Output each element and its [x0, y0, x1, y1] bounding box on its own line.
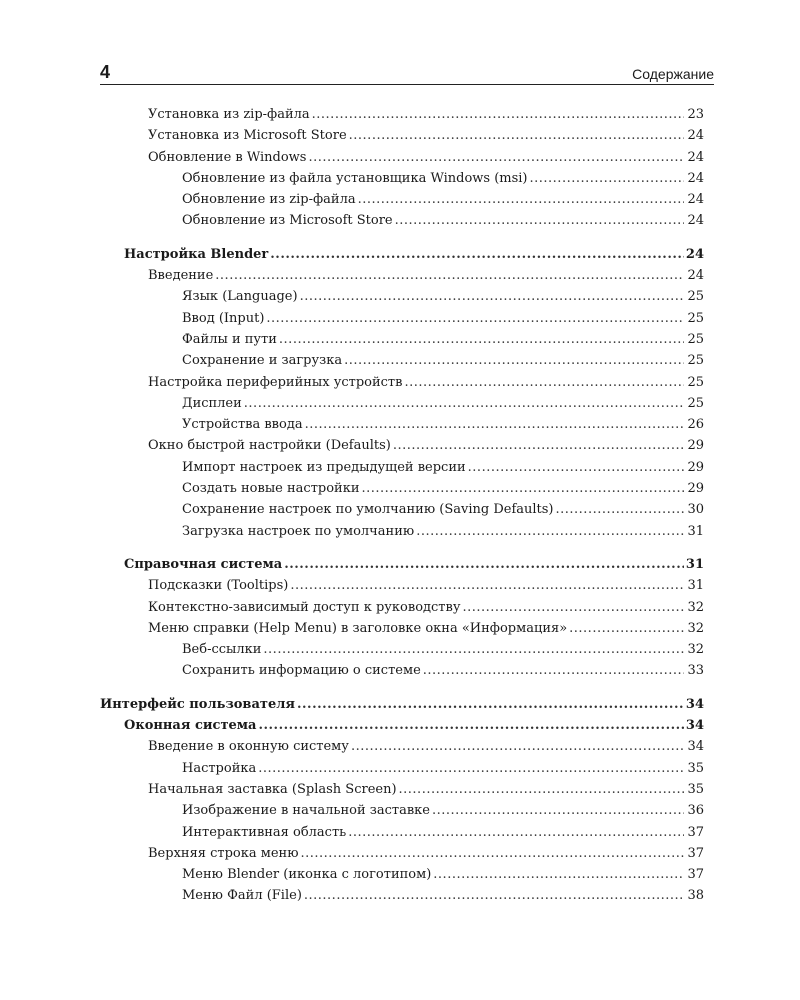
toc-entry-page: 24 — [687, 213, 704, 229]
toc-entry-page: 24 — [687, 192, 704, 208]
dot-leader — [351, 736, 684, 757]
toc-entry-page: 37 — [687, 867, 704, 883]
toc-entry-title: Оконная система — [124, 718, 257, 734]
toc-entry-title: Файлы и пути — [182, 331, 277, 347]
dot-leader — [416, 521, 684, 542]
toc-entry[interactable] — [100, 189, 704, 210]
dot-leader — [301, 843, 684, 864]
toc-entry[interactable] — [100, 147, 704, 168]
toc-entry-page: 29 — [687, 438, 704, 454]
toc-entry-title: Изображение в начальной заставке — [182, 803, 430, 819]
dot-leader — [404, 372, 684, 393]
toc-entry-title: Сохранение и загрузка — [182, 353, 343, 369]
toc-entry-title: Меню Blender (иконка с логотипом) — [182, 867, 432, 883]
toc-entry-title: Язык (Language) — [182, 289, 298, 305]
toc-entry[interactable] — [100, 499, 704, 520]
toc-entry[interactable] — [100, 168, 704, 189]
toc-entry[interactable] — [100, 244, 704, 265]
dot-leader — [569, 618, 684, 639]
toc-entry-title: Импорт настроек из предыдущей версии — [182, 459, 466, 475]
toc-entry-title: Обновление из Microsoft Store — [182, 213, 393, 229]
toc-entry[interactable] — [100, 125, 704, 146]
toc-entry-page: 36 — [687, 803, 704, 819]
dot-leader — [244, 393, 684, 414]
toc-entry-title: Настройка — [182, 760, 257, 776]
toc-entry[interactable] — [100, 329, 704, 350]
toc-entry-title: Создать новые настройки — [182, 481, 360, 497]
toc-entry-title: Сохранить информацию о системе — [182, 663, 421, 679]
toc-entry[interactable] — [100, 822, 704, 843]
dot-leader — [270, 244, 684, 265]
page-number: 4 — [100, 62, 111, 82]
toc-entry-page: 25 — [687, 310, 704, 326]
toc-entry-title: Обновление из zip-файла — [182, 192, 356, 208]
toc-entry-page: 34 — [687, 739, 704, 755]
dot-leader — [258, 715, 683, 736]
toc-entry[interactable] — [100, 286, 704, 307]
toc-entry[interactable] — [100, 457, 704, 478]
toc-entry-title: Введение в оконную систему — [148, 739, 349, 755]
dot-leader — [393, 435, 684, 456]
toc-entry-page: 31 — [685, 556, 704, 572]
toc-entry-page: 25 — [687, 331, 704, 347]
toc-entry-title: Начальная заставка (Splash Screen) — [148, 781, 397, 797]
toc-entry[interactable] — [100, 885, 704, 906]
toc-entry[interactable] — [100, 800, 704, 821]
toc-entry-page: 29 — [687, 481, 704, 497]
dot-leader — [358, 189, 684, 210]
toc-entry[interactable] — [100, 639, 704, 660]
toc-entry-page: 31 — [687, 523, 704, 539]
toc-entry-page: 25 — [687, 374, 704, 390]
dot-leader — [300, 286, 684, 307]
toc-entry-page: 30 — [687, 502, 704, 518]
toc-entry-title: Установка из zip-файла — [148, 107, 310, 122]
dot-leader — [312, 104, 684, 125]
dot-leader — [530, 168, 684, 189]
toc-entry[interactable] — [100, 435, 704, 456]
toc-entry-page: 31 — [687, 578, 704, 594]
toc-entry[interactable] — [100, 210, 704, 231]
toc-entry[interactable] — [100, 554, 704, 575]
toc-entry[interactable] — [100, 372, 704, 393]
toc-entry-page: 24 — [687, 149, 704, 165]
dot-leader — [362, 478, 685, 499]
dot-leader — [266, 308, 684, 329]
toc-entry-page: 35 — [687, 760, 704, 776]
toc-entry-page: 32 — [687, 642, 704, 658]
toc-entry[interactable] — [100, 715, 704, 736]
toc-entry-title: Устройства ввода — [182, 417, 303, 433]
dot-leader — [258, 758, 684, 779]
toc-entry-page: 38 — [687, 888, 704, 904]
dot-leader — [263, 639, 684, 660]
toc-entry-page: 24 — [687, 268, 704, 284]
toc-entry-title: Настройка Blender — [124, 246, 269, 262]
toc-entry-page: 25 — [687, 289, 704, 305]
toc-entry-page: 34 — [685, 696, 704, 712]
dot-leader — [433, 864, 684, 885]
toc-entry[interactable] — [100, 265, 704, 286]
dot-leader — [290, 575, 684, 596]
toc-entry[interactable] — [100, 597, 704, 618]
toc-entry[interactable] — [100, 414, 704, 435]
toc-entry-title: Подсказки (Tooltips) — [148, 578, 289, 594]
toc-entry[interactable] — [100, 864, 704, 885]
toc-entry-page: 24 — [685, 246, 704, 262]
dot-leader — [284, 554, 684, 575]
toc-entry[interactable] — [100, 660, 704, 681]
dot-leader — [462, 597, 684, 618]
toc-entry-page: 34 — [685, 718, 704, 734]
toc-entry-page: 35 — [687, 781, 704, 797]
toc-entry[interactable] — [100, 308, 704, 329]
toc-entry-page: 24 — [687, 128, 704, 144]
toc-entry-title: Установка из Microsoft Store — [148, 128, 347, 144]
dot-leader — [432, 800, 684, 821]
toc-entry[interactable] — [100, 843, 704, 864]
toc-entry-page: 37 — [687, 845, 704, 861]
toc-entry-page: 29 — [687, 459, 704, 475]
dot-leader — [556, 499, 684, 520]
toc-entry-title: Интерактивная область — [182, 824, 347, 840]
toc-entry[interactable] — [100, 736, 704, 757]
dot-leader — [279, 329, 684, 350]
toc-entry-title: Обновление из файла установщика Windows (msi) — [182, 170, 528, 186]
toc-entry-page: 37 — [687, 824, 704, 840]
toc-entry[interactable] — [100, 478, 704, 499]
toc-entry-page: 25 — [687, 395, 704, 411]
toc-entry-title: Окно быстрой настройки (Defaults) — [148, 438, 391, 454]
toc-entry[interactable] — [100, 104, 704, 125]
dot-leader — [423, 660, 684, 681]
toc-entry-title: Сохранение настроек по умолчанию (Saving Defaults) — [182, 502, 554, 518]
toc-entry[interactable] — [100, 758, 704, 779]
toc-entry-title: Верхняя строка меню — [148, 845, 299, 861]
toc-entry-title: Справочная система — [124, 556, 283, 572]
dot-leader — [349, 125, 684, 146]
toc-entry-page: 33 — [687, 663, 704, 679]
dot-leader — [308, 147, 684, 168]
toc-entry-page: 32 — [687, 599, 704, 615]
toc-entry-title: Контекстно-зависимый доступ к руководству — [148, 599, 461, 615]
toc-entry[interactable] — [100, 575, 704, 596]
dot-leader — [399, 779, 684, 800]
toc-entry-title: Ввод (Input) — [182, 310, 265, 326]
dot-leader — [344, 350, 684, 371]
dot-leader — [305, 414, 684, 435]
toc-entry[interactable] — [100, 618, 704, 639]
toc-entry-title: Настройка периферийных устройств — [148, 374, 403, 390]
dot-leader — [468, 457, 684, 478]
toc-entry-title: Интерфейс пользователя — [100, 696, 295, 712]
toc-entry-title: Меню Файл (File) — [182, 888, 302, 904]
toc-entry-page: 24 — [687, 170, 704, 186]
toc-entry-page: 23 — [687, 107, 704, 122]
toc-entry-title: Меню справки (Help Menu) в заголовке окна «Информация» — [148, 620, 568, 636]
dot-leader — [215, 265, 684, 286]
dot-leader — [395, 210, 684, 231]
toc-entry-title: Обновление в Windows — [148, 149, 307, 165]
toc-entry-page: 32 — [687, 620, 704, 636]
page-header — [100, 62, 714, 85]
toc-entry[interactable] — [100, 779, 704, 800]
toc-entry[interactable] — [100, 521, 704, 542]
toc-entry-page: 26 — [687, 417, 704, 433]
toc-entry-title: Введение — [148, 268, 214, 284]
dot-leader — [297, 694, 684, 715]
running-title: Содержание — [632, 66, 714, 82]
toc-entry-title: Загрузка настроек по умолчанию — [182, 523, 415, 539]
toc-entry-page: 25 — [687, 353, 704, 369]
toc-entry[interactable] — [100, 350, 704, 371]
table-of-contents — [100, 104, 704, 907]
toc-entry-title: Дисплеи — [182, 395, 242, 411]
toc-entry-title: Веб-ссылки — [182, 642, 262, 658]
dot-leader — [304, 885, 684, 906]
toc-entry[interactable] — [100, 694, 704, 715]
dot-leader — [348, 822, 684, 843]
toc-entry[interactable] — [100, 393, 704, 414]
